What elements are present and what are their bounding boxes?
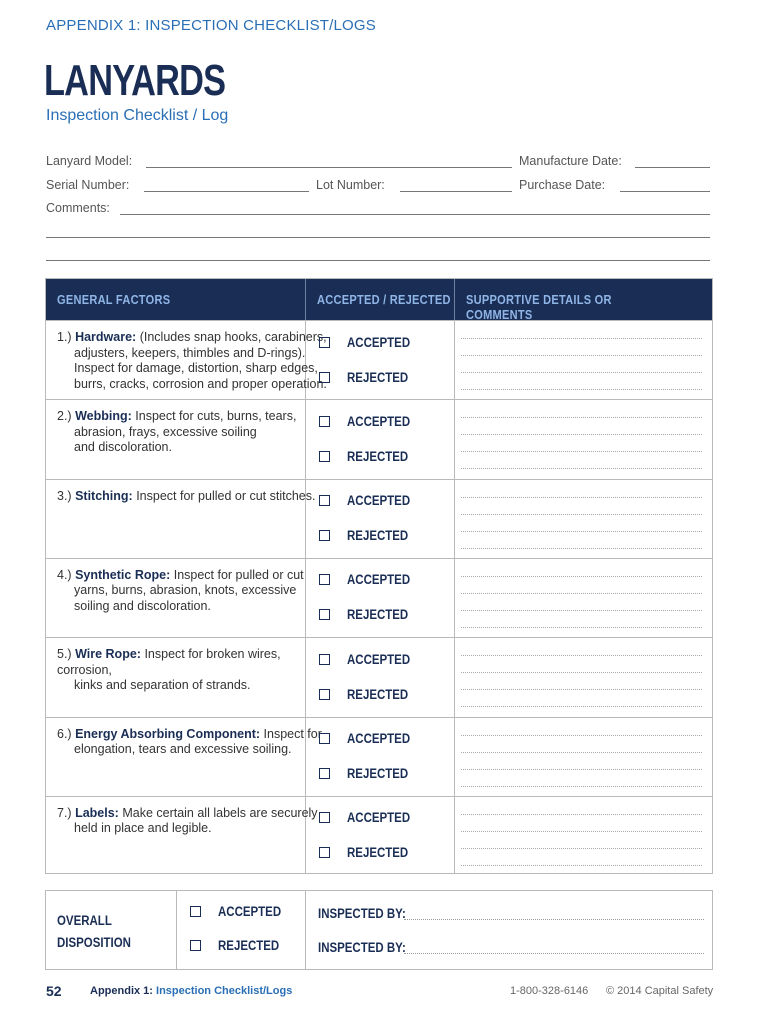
disposition-rejected-label: REJECTED bbox=[218, 938, 280, 953]
header-general-factors: GENERAL FACTORS bbox=[57, 292, 171, 307]
factor-number: 5.) bbox=[57, 647, 72, 662]
checkbox-icon[interactable] bbox=[319, 495, 330, 506]
factor-description bbox=[57, 568, 327, 615]
rejected-option-label: REJECTED bbox=[347, 448, 409, 464]
overall-disposition bbox=[45, 890, 713, 970]
table-row bbox=[46, 717, 712, 796]
comment-line[interactable] bbox=[461, 338, 702, 339]
factor-name: Synthetic Rope: bbox=[75, 567, 171, 582]
factor-text: Inspect for pulled or cut stitches. bbox=[136, 488, 316, 503]
comment-line[interactable] bbox=[461, 548, 702, 549]
factor-text: burrs, cracks, corrosion and proper operation. bbox=[74, 376, 327, 391]
factor-text: and discoloration. bbox=[74, 440, 172, 455]
accepted-option-label: ACCEPTED bbox=[347, 334, 411, 350]
inspected-by-label-1: INSPECTED BY: bbox=[318, 906, 406, 921]
comment-line[interactable] bbox=[461, 831, 702, 832]
factor-name: Energy Absorbing Component: bbox=[75, 726, 261, 741]
table-row bbox=[46, 637, 712, 716]
factor-number: 3.) bbox=[57, 488, 72, 503]
checkbox-icon[interactable] bbox=[319, 733, 330, 744]
page-subtitle: Inspection Checklist / Log bbox=[46, 107, 229, 124]
accepted-option[interactable] bbox=[319, 333, 421, 351]
factor-text: Make certain all labels are securely bbox=[122, 805, 318, 820]
factor-description bbox=[57, 727, 327, 758]
comments-field-line-1[interactable] bbox=[120, 214, 710, 215]
disposition-rejected-option[interactable] bbox=[190, 938, 290, 953]
factor-number: 1.) bbox=[57, 330, 72, 344]
table-row bbox=[46, 479, 712, 558]
checkbox-icon[interactable] bbox=[319, 416, 330, 427]
purchase-date-label: Purchase Date: bbox=[519, 178, 606, 192]
table-row bbox=[46, 796, 712, 875]
header-supportive-details: SUPPORTIVE DETAILS OR COMMENTS bbox=[466, 292, 612, 322]
accepted-option-label: ACCEPTED bbox=[347, 413, 411, 429]
comment-line[interactable] bbox=[461, 468, 702, 469]
comment-line[interactable] bbox=[461, 355, 702, 356]
factor-name: Hardware: bbox=[75, 330, 137, 344]
accepted-option[interactable] bbox=[319, 650, 421, 668]
factor-description bbox=[57, 409, 327, 456]
rejected-option-label: REJECTED bbox=[347, 369, 409, 385]
inspected-by-field-1[interactable] bbox=[404, 919, 704, 920]
factor-text: Inspect for bbox=[263, 726, 322, 741]
factor-number: 4.) bbox=[57, 567, 72, 582]
page-number: 52 bbox=[46, 983, 62, 999]
comments-label: Comments: bbox=[46, 201, 110, 215]
lot-number-label: Lot Number: bbox=[316, 178, 385, 192]
comment-line[interactable] bbox=[461, 655, 702, 656]
checkbox-icon[interactable] bbox=[190, 940, 201, 951]
rejected-option-label: REJECTED bbox=[347, 845, 409, 861]
serial-number-field[interactable] bbox=[144, 191, 309, 192]
disposition-accepted-label: ACCEPTED bbox=[218, 904, 282, 919]
factor-name: Wire Rope: bbox=[75, 647, 141, 662]
checkbox-icon[interactable] bbox=[319, 689, 330, 700]
manufacture-date-field[interactable] bbox=[635, 167, 710, 168]
rejected-option[interactable] bbox=[319, 765, 419, 783]
comment-line[interactable] bbox=[461, 593, 702, 594]
footer-appendix-name: Inspection Checklist/Logs bbox=[156, 985, 293, 997]
factor-number: 7.) bbox=[57, 805, 72, 820]
rejected-option[interactable] bbox=[319, 685, 419, 703]
accepted-option-label: ACCEPTED bbox=[347, 651, 411, 667]
comment-line[interactable] bbox=[461, 865, 702, 866]
page-title: LANYARDS bbox=[44, 56, 226, 105]
table-row bbox=[46, 399, 712, 478]
footer-copyright: © 2014 Capital Safety bbox=[606, 985, 714, 997]
appendix-title: APPENDIX 1: INSPECTION CHECKLIST/LOGS bbox=[46, 17, 376, 34]
footer-appendix-prefix: Appendix 1: bbox=[90, 985, 153, 997]
comment-line[interactable] bbox=[461, 769, 702, 770]
factor-text: held in place and legible. bbox=[74, 821, 212, 836]
comment-line[interactable] bbox=[461, 706, 702, 707]
factor-description bbox=[57, 489, 327, 505]
comment-line[interactable] bbox=[461, 514, 702, 515]
comment-line[interactable] bbox=[461, 735, 702, 736]
lanyard-model-label: Lanyard Model: bbox=[46, 154, 133, 168]
checkbox-icon[interactable] bbox=[319, 847, 330, 858]
factor-text: Inspect for cuts, burns, tears, bbox=[135, 409, 297, 424]
checkbox-icon[interactable] bbox=[319, 530, 330, 541]
manufacture-date-label: Manufacture Date: bbox=[519, 154, 622, 168]
comment-line[interactable] bbox=[461, 451, 702, 452]
accepted-option-label: ACCEPTED bbox=[347, 731, 411, 746]
factor-text: Inspect for pulled or cut bbox=[173, 567, 304, 582]
rejected-option[interactable] bbox=[319, 606, 419, 624]
disposition-label-line2: DISPOSITION bbox=[57, 935, 131, 950]
header-accepted-rejected: ACCEPTED / REJECTED bbox=[317, 292, 451, 307]
factor-number: 2.) bbox=[57, 409, 72, 424]
checkbox-icon[interactable] bbox=[319, 337, 330, 348]
checklist-table bbox=[45, 278, 713, 874]
inspected-by-field-2[interactable] bbox=[404, 953, 704, 954]
comment-line[interactable] bbox=[461, 497, 702, 498]
factor-description bbox=[57, 806, 327, 837]
factor-text: Inspect for broken wires, corrosion, bbox=[57, 647, 281, 677]
table-row bbox=[46, 320, 712, 399]
rejected-option[interactable] bbox=[319, 527, 419, 545]
accepted-option-label: ACCEPTED bbox=[347, 572, 411, 588]
checkbox-icon[interactable] bbox=[319, 812, 330, 823]
disposition-label-line1: OVERALL bbox=[57, 913, 112, 928]
comments-field-line-2[interactable] bbox=[46, 237, 710, 238]
rejected-option[interactable] bbox=[319, 447, 419, 465]
factor-name: Stitching: bbox=[75, 488, 133, 503]
factor-description bbox=[57, 330, 327, 392]
comment-line[interactable] bbox=[461, 417, 702, 418]
rejected-option-label: REJECTED bbox=[347, 528, 409, 544]
accepted-option[interactable] bbox=[319, 730, 421, 748]
factor-name: Webbing: bbox=[75, 409, 132, 424]
factor-text: kinks and separation of strands. bbox=[74, 678, 251, 693]
accepted-option-label: ACCEPTED bbox=[347, 493, 411, 509]
comment-line[interactable] bbox=[461, 610, 702, 611]
disposition-accepted-option[interactable] bbox=[190, 904, 292, 919]
checkbox-icon[interactable] bbox=[319, 768, 330, 779]
comment-line[interactable] bbox=[461, 689, 702, 690]
footer-phone: 1-800-328-6146 bbox=[510, 985, 589, 997]
purchase-date-field[interactable] bbox=[620, 191, 710, 192]
rejected-option-label: REJECTED bbox=[347, 607, 409, 623]
checkbox-icon[interactable] bbox=[190, 906, 201, 917]
factor-number: 6.) bbox=[57, 726, 72, 741]
rejected-option-label: REJECTED bbox=[347, 766, 409, 781]
checkbox-icon[interactable] bbox=[319, 609, 330, 620]
table-header bbox=[46, 279, 712, 320]
comments-field-line-3[interactable] bbox=[46, 260, 710, 261]
factor-text: abrasion, frays, excessive soiling bbox=[74, 424, 257, 439]
comment-line[interactable] bbox=[461, 672, 702, 673]
comment-line[interactable] bbox=[461, 576, 702, 577]
comment-line[interactable] bbox=[461, 372, 702, 373]
factor-name: Labels: bbox=[75, 805, 119, 820]
comment-line[interactable] bbox=[461, 814, 702, 815]
comment-line[interactable] bbox=[461, 389, 702, 390]
table-row bbox=[46, 558, 712, 637]
rejected-option[interactable] bbox=[319, 368, 419, 386]
accepted-option[interactable] bbox=[319, 492, 421, 510]
factor-text: Inspect for damage, distortion, sharp edges, bbox=[74, 361, 318, 375]
accepted-option-label: ACCEPTED bbox=[347, 810, 411, 826]
accepted-option[interactable] bbox=[319, 809, 421, 827]
factor-text: (Includes snap hooks, carabiners, bbox=[139, 330, 327, 344]
comment-line[interactable] bbox=[461, 752, 702, 753]
comment-line[interactable] bbox=[461, 531, 702, 532]
comment-line[interactable] bbox=[461, 434, 702, 435]
inspected-by-label-2: INSPECTED BY: bbox=[318, 940, 406, 955]
checkbox-icon[interactable] bbox=[319, 654, 330, 665]
factor-text: yarns, burns, abrasion, knots, excessive bbox=[74, 583, 297, 598]
lanyard-model-field[interactable] bbox=[146, 167, 512, 168]
factor-description bbox=[57, 647, 327, 694]
serial-number-label: Serial Number: bbox=[46, 178, 130, 192]
factor-text: adjusters, keepers, thimbles and D-rings). bbox=[74, 345, 306, 360]
checkbox-icon[interactable] bbox=[319, 372, 330, 383]
comment-line[interactable] bbox=[461, 786, 702, 787]
checkbox-icon[interactable] bbox=[319, 451, 330, 462]
factor-text: soiling and discoloration. bbox=[74, 598, 211, 613]
rejected-option[interactable] bbox=[319, 844, 419, 862]
accepted-option[interactable] bbox=[319, 412, 421, 430]
footer-section bbox=[90, 985, 292, 997]
comment-line[interactable] bbox=[461, 627, 702, 628]
factor-text: elongation, tears and excessive soiling. bbox=[74, 742, 292, 756]
rejected-option-label: REJECTED bbox=[347, 686, 409, 702]
accepted-option[interactable] bbox=[319, 571, 421, 589]
lot-number-field[interactable] bbox=[400, 191, 512, 192]
checkbox-icon[interactable] bbox=[319, 574, 330, 585]
comment-line[interactable] bbox=[461, 848, 702, 849]
